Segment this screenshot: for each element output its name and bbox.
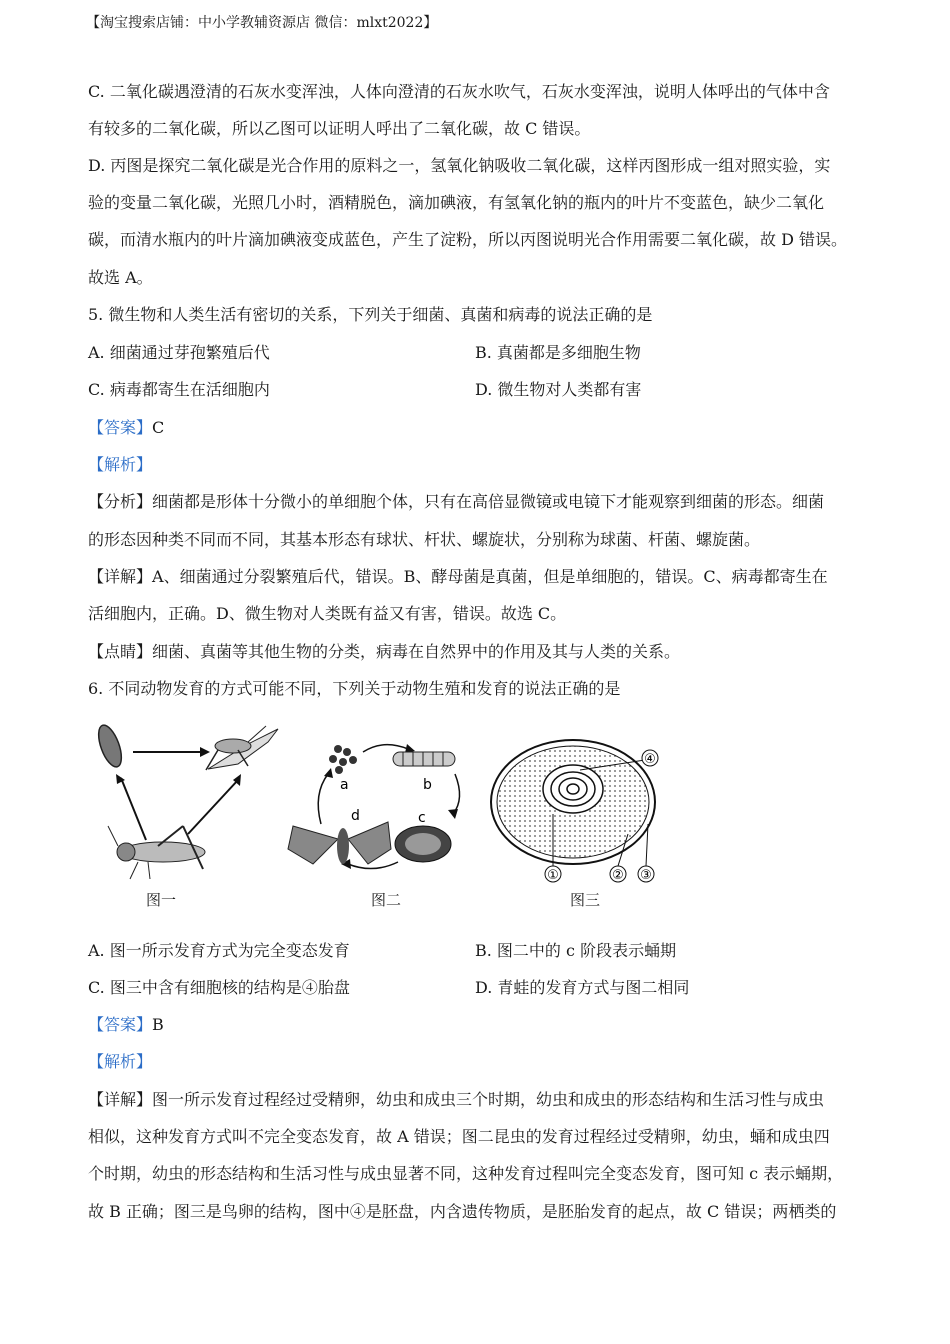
figure-2-silkworm-cycle — [283, 714, 483, 914]
fig3-label-3: ③ — [640, 868, 652, 883]
q6-stem: 6. 不同动物发育的方式可能不同，下列关于动物生殖和发育的说法正确的是 — [88, 679, 621, 698]
fig2-label-d: d — [351, 808, 360, 824]
eggs-icon — [329, 745, 357, 774]
q6-option-d: D. 青蛙的发育方式与图二相同 — [475, 978, 690, 997]
q4-d-line2: 验的变量二氧化碳，光照几小时，酒精脱色，滴加碘液，有氢氧化钠的瓶内的叶片不变蓝色，缺少二氧化 — [88, 193, 825, 212]
q6-option-a: A. 图一所示发育方式为完全变态发育 — [88, 941, 350, 960]
nymph-icon — [206, 726, 278, 770]
figure-2-label: 图二 — [371, 891, 402, 909]
xiangjie-text: A、细菌通过分裂繁殖后代，错误。B、酵母菌是真菌，但是单细胞的，错误。C、病毒都寄生在 — [152, 567, 828, 586]
fig3-label-4: ④ — [644, 752, 656, 767]
q4-d-line1: D. 丙图是探究二氧化碳是光合作用的原料之一，氢氧化钠吸收二氧化碳，这样丙图形成一组对照实验，实 — [88, 156, 831, 175]
page-header: 【淘宝搜索店铺：中小学教辅资源店 微信：mlxt2022】 — [86, 15, 438, 31]
q5-option-b: B. 真菌都是多细胞生物 — [475, 343, 641, 362]
dianjing-tag: 【点睛】 — [88, 642, 153, 661]
q6-xiangjie-line1 — [88, 1090, 824, 1110]
fig2-label-c: c — [418, 810, 426, 826]
q4-conclusion: 故选 A。 — [88, 268, 153, 287]
adult-grasshopper-icon — [108, 826, 205, 879]
q4-d-line3: 碳，而清水瓶内的叶片滴加碘液变成蓝色，产生了淀粉，所以丙图说明光合作用需要二氧化碳，故 D 错误。 — [88, 230, 848, 249]
q6-xiangjie-line3: 个时期，幼虫的形态结构和生活习性与成虫显著不同，这种发育过程叫完全变态发育，图可知 c 表示蛹期， — [88, 1164, 844, 1183]
analysis-tag: 【解析】 — [88, 1052, 153, 1071]
q5-xiangjie-line2: 活细胞内，正确。D、微生物对人类既有益又有害，错误。故选 C。 — [88, 604, 567, 623]
q5-fenxi-line2: 的形态因种类不同而不同，其基本形态有球状、杆状、螺旋状，分别称为球菌、杆菌、螺旋菌。 — [88, 530, 761, 549]
xiangjie-tag: 【详解】 — [88, 567, 153, 586]
xiangjie-tag: 【详解】 — [88, 1090, 153, 1109]
q4-c-line1: C. 二氧化碳遇澄清的石灰水变浑浊，人体向澄清的石灰水吹气，石灰水变浑浊，说明人体呼出的气体中含 — [88, 82, 830, 101]
figure-3-label: 图三 — [570, 891, 601, 909]
q5-fenxi-line1 — [88, 492, 824, 512]
q5-option-a: A. 细菌通过芽孢繁殖后代 — [88, 343, 270, 362]
figure-1-label: 图一 — [146, 891, 177, 909]
q6-xiangjie-line2: 相似，这种发育方式叫不完全变态发育，故 A 错误；图二昆虫的发育过程经过受精卵，幼虫，蛹和成虫四 — [88, 1127, 830, 1146]
fig3-label-1: ① — [547, 868, 559, 883]
figure-1-grasshopper-cycle — [88, 714, 288, 914]
q6-figures — [88, 714, 688, 914]
egg-icon — [94, 722, 126, 770]
q5-answer — [88, 418, 164, 438]
q4-c-line2: 有较多的二氧化碳，所以乙图可以证明人呼出了二氧化碳，故 C 错误。 — [88, 119, 591, 138]
moth-icon — [288, 822, 391, 864]
q5-xiangjie-line1 — [88, 567, 828, 587]
q5-analysis-heading — [88, 455, 152, 475]
answer-tag: 【答案】 — [88, 1015, 153, 1034]
pupa-icon — [395, 826, 451, 862]
q5-option-c: C. 病毒都寄生在活细胞内 — [88, 380, 270, 399]
fig2-label-a: a — [340, 777, 349, 793]
answer-tag: 【答案】 — [88, 418, 153, 437]
dianjing-text: 细菌、真菌等其他生物的分类，病毒在自然界中的作用及其与人类的关系。 — [152, 642, 681, 661]
analysis-tag: 【解析】 — [88, 455, 153, 474]
fenxi-tag: 【分析】 — [88, 492, 153, 511]
larva-icon — [393, 752, 455, 766]
q6-option-b: B. 图二中的 c 阶段表示蛹期 — [475, 941, 677, 960]
fig2-label-b: b — [423, 777, 432, 793]
q5-dianjing — [88, 642, 680, 662]
q6-option-c: C. 图三中含有细胞核的结构是④胎盘 — [88, 978, 350, 997]
yolk-rings-icon — [543, 765, 603, 813]
xiangjie-text: 图一所示发育过程经过受精卵，幼虫和成虫三个时期，幼虫和成虫的形态结构和生活习性与成虫 — [152, 1090, 825, 1109]
answer-value: B — [152, 1015, 164, 1034]
figure-3-bird-egg — [488, 714, 688, 914]
q6-analysis-heading — [88, 1052, 152, 1072]
q6-xiangjie-line4: 故 B 正确；图三是鸟卵的结构，图中④是胚盘，内含遗传物质，是胚胎发育的起点，故 C 错误；两栖类的 — [88, 1202, 837, 1221]
answer-value: C — [152, 418, 165, 437]
q5-option-d: D. 微生物对人类都有害 — [475, 380, 642, 399]
q5-stem: 5. 微生物和人类生活有密切的关系，下列关于细菌、真菌和病毒的说法正确的是 — [88, 305, 653, 324]
fenxi-text: 细菌都是形体十分微小的单细胞个体，只有在高倍显微镜或电镜下才能观察到细菌的形态。细菌 — [152, 492, 825, 511]
fig3-label-2: ② — [612, 868, 624, 883]
q6-answer — [88, 1015, 164, 1035]
